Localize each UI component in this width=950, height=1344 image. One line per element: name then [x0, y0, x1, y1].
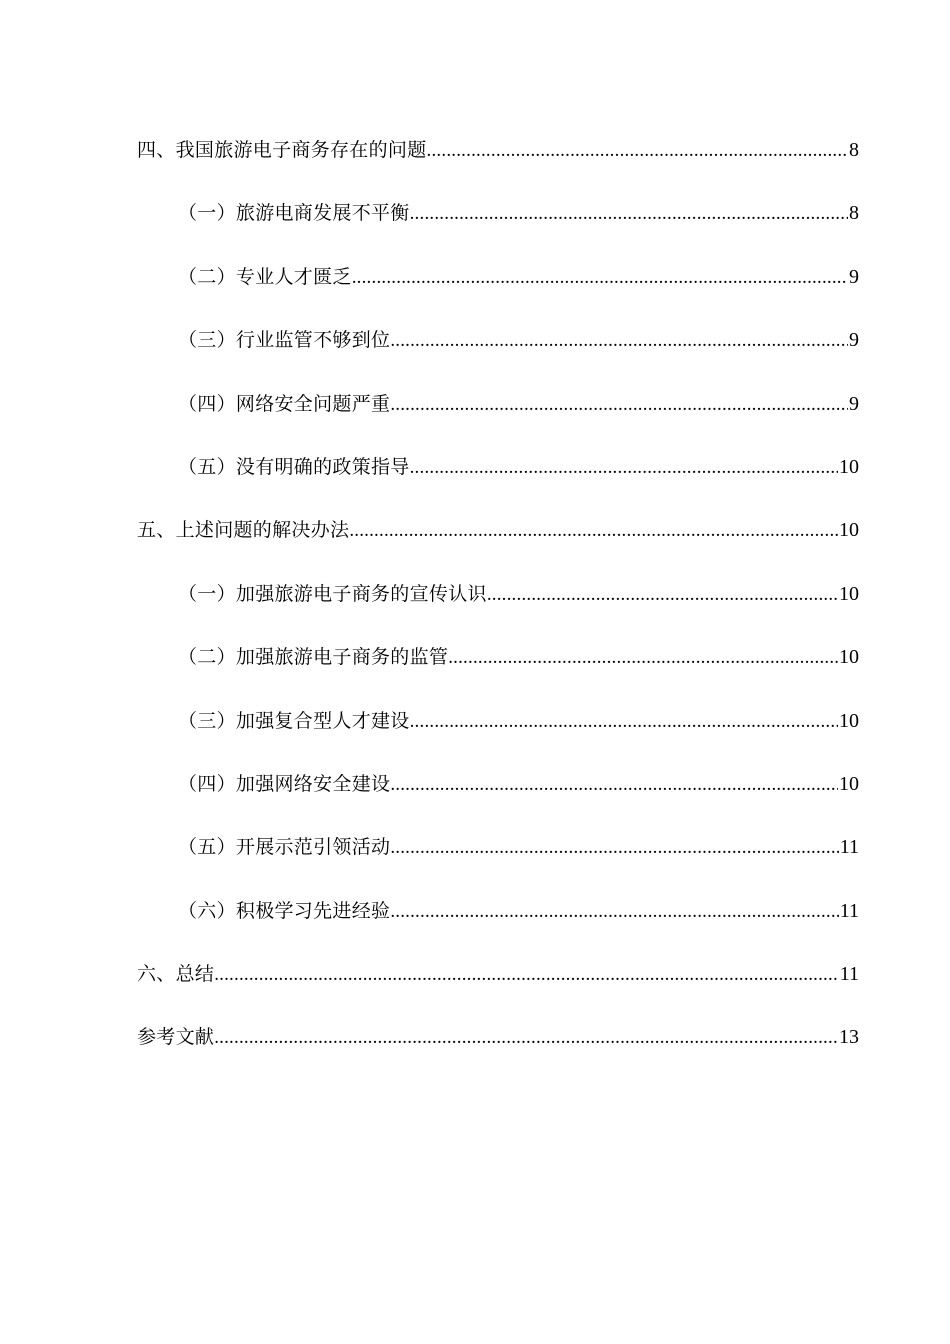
toc-entry-page-number: 9: [849, 392, 859, 415]
toc-dot-leader: [410, 448, 838, 488]
toc-entry-4-1[interactable]: [137, 193, 859, 256]
toc-entry-title: （一）加强旅游电子商务的宣传认识: [178, 582, 487, 605]
toc-entry-5-3[interactable]: [137, 701, 859, 764]
toc-entry-page-number: 8: [849, 202, 859, 225]
toc-entry-title: （六）积极学习先进经验: [178, 899, 391, 922]
toc-dot-leader: [352, 258, 848, 298]
toc-entry-4-4[interactable]: [137, 384, 859, 447]
toc-dot-leader: [410, 194, 848, 234]
toc-entry-5-4[interactable]: [137, 764, 859, 827]
toc-entry-title: 四、我国旅游电子商务存在的问题: [137, 139, 427, 161]
toc-entry-title: （二）加强旅游电子商务的监管: [178, 646, 449, 669]
toc-entry-title: 参考文献: [137, 1026, 215, 1049]
toc-dot-leader: [390, 385, 848, 425]
table-of-contents: [137, 130, 859, 1081]
toc-dot-leader: [427, 131, 848, 171]
toc-dot-leader: [390, 828, 838, 868]
toc-dot-leader: [410, 702, 838, 742]
toc-entry-title: （一）旅游电商发展不平衡: [178, 202, 410, 225]
toc-entry-page-number: 10: [839, 582, 859, 605]
toc-entry-5-5[interactable]: [137, 827, 859, 890]
toc-entry-section-6[interactable]: [137, 954, 859, 1017]
toc-dot-leader: [390, 765, 838, 805]
toc-entry-title: （四）加强网络安全建设: [178, 772, 391, 795]
toc-dot-leader: [349, 511, 838, 551]
toc-entry-title: 五、上述问题的解决办法: [137, 519, 350, 542]
toc-dot-leader: [214, 1018, 838, 1058]
toc-entry-page-number: 8: [849, 139, 859, 161]
toc-entry-page-number: 10: [839, 772, 859, 795]
toc-dot-leader: [214, 955, 839, 995]
toc-entry-page-number: 11: [839, 963, 859, 986]
toc-entry-title: （五）开展示范引领活动: [178, 836, 391, 859]
toc-entry-section-5[interactable]: [137, 510, 859, 573]
toc-entry-page-number: 13: [839, 1026, 859, 1049]
toc-entry-title: （五）没有明确的政策指导: [178, 455, 410, 478]
toc-entry-references[interactable]: [137, 1017, 859, 1080]
toc-entry-page-number: 10: [839, 519, 859, 542]
toc-entry-title: 六、总结: [137, 963, 215, 986]
toc-entry-title: （四）网络安全问题严重: [178, 392, 391, 415]
toc-entry-4-2[interactable]: [137, 257, 859, 320]
toc-entry-5-2[interactable]: [137, 637, 859, 700]
toc-entry-4-5[interactable]: [137, 447, 859, 510]
toc-entry-page-number: 10: [839, 709, 859, 732]
toc-entry-page-number: 9: [849, 329, 859, 352]
toc-entry-title: （二）专业人才匮乏: [178, 265, 352, 288]
toc-dot-leader: [390, 892, 838, 932]
toc-entry-page-number: 11: [839, 836, 859, 859]
toc-entry-page-number: 9: [849, 265, 859, 288]
toc-entry-5-6[interactable]: [137, 891, 859, 954]
toc-entry-page-number: 11: [839, 899, 859, 922]
toc-entry-title: （三）行业监管不够到位: [178, 329, 391, 352]
toc-entry-4-3[interactable]: [137, 320, 859, 383]
toc-entry-5-1[interactable]: [137, 574, 859, 637]
toc-entry-title: （三）加强复合型人才建设: [178, 709, 410, 732]
toc-entry-page-number: 10: [839, 646, 859, 669]
toc-entry-page-number: 10: [839, 455, 859, 478]
toc-entry-section-4[interactable]: [137, 130, 859, 193]
toc-dot-leader: [448, 638, 838, 678]
toc-dot-leader: [390, 321, 848, 361]
toc-dot-leader: [487, 575, 838, 615]
